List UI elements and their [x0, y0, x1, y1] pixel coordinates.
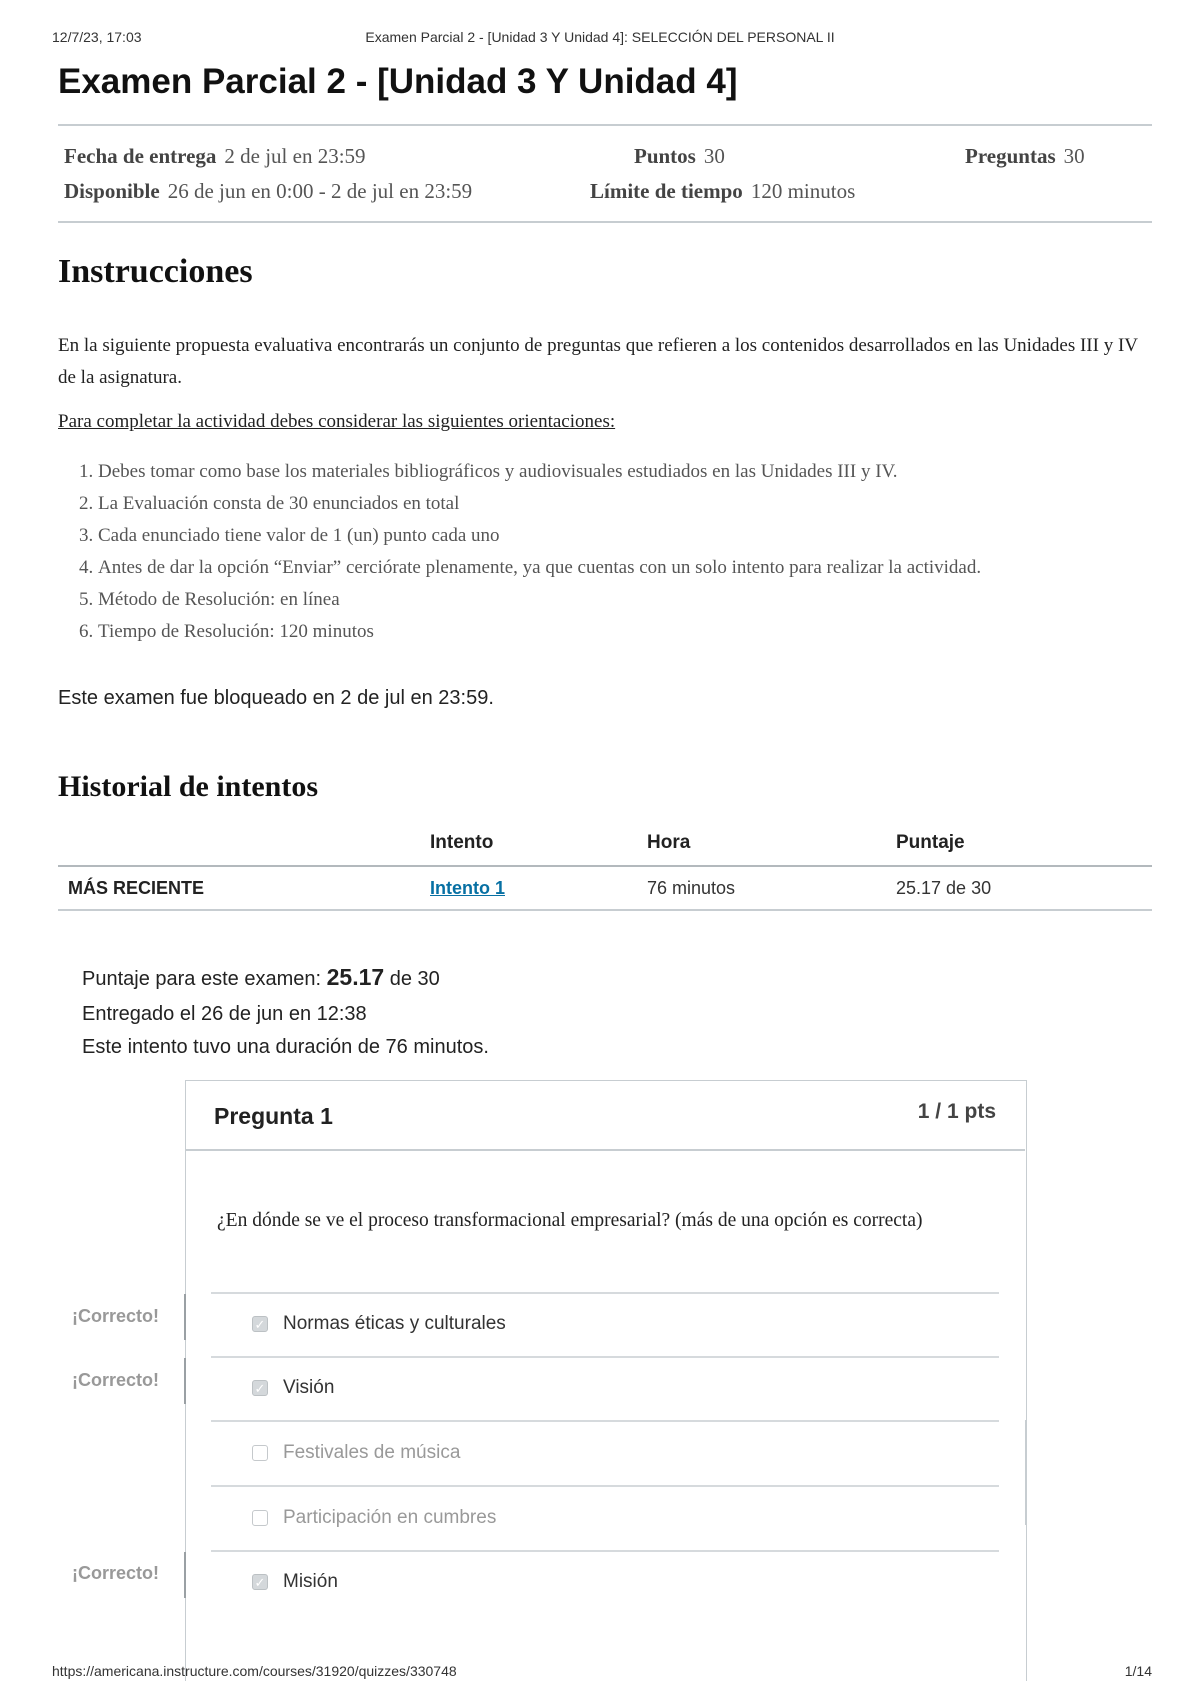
attempt-link[interactable]: Intento 1: [430, 878, 505, 898]
history-row-score: 25.17 de 30: [896, 878, 992, 898]
history-row-time: 76 minutos: [647, 878, 736, 898]
answer-label: Misión: [283, 1571, 338, 1592]
correct-indicator-bar: [184, 1358, 186, 1404]
answer-checkbox[interactable]: [252, 1510, 268, 1526]
print-header-title: Examen Parcial 2 - [Unidad 3 Y Unidad 4]: SELECCIÓN DEL PERSONAL II: [365, 29, 835, 45]
print-footer-url: https://americana.instructure.com/courses/31920/quizzes/330748: [52, 1663, 457, 1679]
points-label: Puntos: [634, 144, 696, 168]
history-heading: Historial de intentos: [58, 770, 318, 803]
available-label: Disponible: [64, 179, 160, 203]
quiz-score: [82, 964, 440, 991]
instructions-list: [76, 456, 981, 648]
time-limit-value: 120 minutos: [750, 179, 856, 203]
score-value: 25.17: [326, 964, 385, 990]
score-prefix: Puntaje para este examen:: [82, 968, 322, 990]
attempt-duration: Este intento tuvo una duración de 76 minutos.: [82, 1036, 489, 1058]
due-date-value: 2 de jul en 23:59: [224, 144, 366, 168]
history-col-attempt: Intento: [430, 832, 494, 853]
correct-indicator-bar: [184, 1552, 186, 1598]
instruction-item: 5. Método de Resolución: en línea: [98, 584, 981, 616]
answer-checkbox-checked[interactable]: ✓: [252, 1380, 268, 1396]
questions-value: 30: [1063, 144, 1085, 168]
correct-tag: ¡Correcto!: [72, 1370, 160, 1390]
correct-tag: ¡Correcto!: [72, 1306, 160, 1326]
answer-divider: [211, 1356, 999, 1358]
answer-label: Normas éticas y culturales: [283, 1313, 506, 1334]
answer-divider: [211, 1550, 999, 1552]
history-col-score: Puntaje: [896, 832, 965, 853]
instructions-orientations: Para completar la actividad debes considerar las siguientes orientaciones:: [58, 411, 616, 432]
history-col-time: Hora: [647, 832, 691, 853]
available-value: 26 de jun en 0:00 - 2 de jul en 23:59: [167, 179, 473, 203]
answer-divider: [211, 1292, 999, 1294]
print-footer-page: 1/14: [1124, 1663, 1152, 1679]
instructions-intro: En la siguiente propuesta evaluativa encontrarás un conjunto de preguntas que refieren a los contenidos desarrollados en las Unidades III y IV de la asignatura.: [58, 335, 1138, 388]
answer-checkbox-checked[interactable]: ✓: [252, 1316, 268, 1332]
card-edge: [1025, 1420, 1027, 1525]
instruction-item: 4. Antes de dar la opción “Enviar” cerciórate plenamente, ya que cuentas con un solo intento para realizar la actividad.: [98, 552, 981, 584]
instruction-item: 2. La Evaluación consta de 30 enunciados en total: [98, 488, 981, 520]
time-limit: [590, 179, 855, 204]
available-dates: [64, 179, 472, 204]
history-row-label: MÁS RECIENTE: [68, 878, 205, 898]
divider: [58, 221, 1152, 223]
score-suffix: de 30: [389, 968, 440, 990]
question-title: Pregunta 1: [214, 1103, 333, 1129]
instruction-item: 6. Tiempo de Resolución: 120 minutos: [98, 616, 981, 648]
page-title: Examen Parcial 2 - [Unidad 3 Y Unidad 4]: [58, 62, 738, 101]
history-header-rule: [58, 865, 1152, 867]
delivered-date: Entregado el 26 de jun en 12:38: [82, 1003, 367, 1025]
locked-message: Este examen fue bloqueado en 2 de jul en 23:59.: [58, 687, 494, 709]
answer-divider: [211, 1485, 999, 1487]
instructions-heading: Instrucciones: [58, 253, 253, 290]
instruction-item: 3. Cada enunciado tiene valor de 1 (un) punto cada uno: [98, 520, 981, 552]
question-points: 1 / 1 pts: [917, 1100, 996, 1123]
answer-divider: [211, 1420, 999, 1422]
questions-count: [965, 144, 1085, 169]
points-value: 30: [703, 144, 725, 168]
points: [634, 144, 725, 169]
answer-checkbox-checked[interactable]: ✓: [252, 1574, 268, 1590]
correct-tag: ¡Correcto!: [72, 1563, 160, 1583]
questions-label: Preguntas: [965, 144, 1056, 168]
history-row-rule: [58, 909, 1152, 911]
time-limit-label: Límite de tiempo: [590, 179, 743, 203]
print-datetime: 12/7/23, 17:03: [52, 29, 142, 45]
correct-indicator-bar: [184, 1294, 186, 1340]
answer-label: Festivales de música: [283, 1442, 461, 1463]
question-text: ¿En dónde se ve el proceso transformacional empresarial? (más de una opción es correcta): [217, 1210, 923, 1231]
due-date: [64, 144, 366, 169]
due-date-label: Fecha de entrega: [64, 144, 217, 168]
divider: [58, 124, 1152, 126]
answer-label: Visión: [283, 1377, 335, 1398]
answer-checkbox[interactable]: [252, 1445, 268, 1461]
instruction-item: 1. Debes tomar como base los materiales bibliográficos y audiovisuales estudiados en las Unidades III y IV.: [98, 456, 981, 488]
answer-label: Participación en cumbres: [283, 1507, 497, 1528]
